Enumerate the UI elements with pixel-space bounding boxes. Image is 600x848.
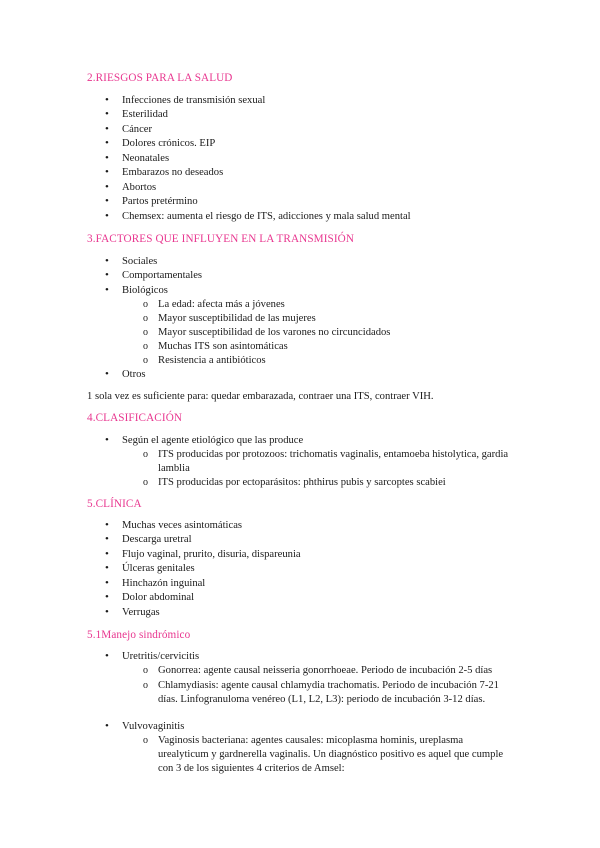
heading-factores: 3.FACTORES QUE INFLUYEN EN LA TRANSMISIÓN [87, 233, 355, 245]
list-item: • Muchas veces asintomáticas [122, 520, 242, 531]
sub-list-item: o Mayor susceptibilidad de los varones no circuncidados [158, 326, 390, 340]
sub-list-item: o Muchas ITS son asintomáticas [158, 340, 288, 354]
list-item: • Chemsex: aumenta el riesgo de ITS, adicciones y mala salud mental [122, 211, 411, 222]
sub-list-item: o La edad: afecta más a jóvenes [158, 298, 285, 312]
list-item: • Comportamentales [122, 270, 202, 281]
heading-riesgos: 2.RIESGOS PARA LA SALUD [87, 72, 233, 84]
sub-list-item: o ITS producidas por protozoos: trichomatis vaginalis, entamoeba histolytica, gardia lamblia [158, 448, 510, 476]
list-item: • Biológicos [122, 285, 168, 296]
sub-list-item: o Chlamydiasis: agente causal chlamydia trachomatis. Periodo de incubación 7-21 días. Linfogranuloma venéreo (L1, L2, L3): periodo de incubación 3-12 días. [158, 679, 510, 707]
list-item: • Hinchazón inguinal [122, 578, 205, 589]
sub-list-item: o Vaginosis bacteriana: agentes causales: micoplasma hominis, ureplasma urealyticum y gardnerella vaginalis. Un diagnóstico positivo es aquel que cumple con 3 de los siguientes 4 criterios de Amsel: [158, 734, 510, 776]
heading-clinica: 5.CLÍNICA [87, 498, 142, 510]
list-item: • Dolor abdominal [122, 592, 194, 603]
list-item: • Dolores crónicos. EIP [122, 138, 215, 149]
list-item: • Verrugas [122, 607, 160, 618]
list-item: • Descarga uretral [122, 534, 192, 545]
list-item: • Abortos [122, 182, 156, 193]
sub-list-item: o Mayor susceptibilidad de las mujeres [158, 312, 316, 326]
list-item: • Otros [122, 369, 146, 380]
list-item: • Uretritis/cervicitis [122, 651, 199, 662]
list-item: • Sociales [122, 256, 157, 267]
sub-list-item: o ITS producidas por ectoparásitos: phthirus pubis y sarcoptes scabiei [158, 476, 446, 490]
paragraph-note: 1 sola vez es suficiente para: quedar embarazada, contraer una ITS, contraer VIH. [87, 391, 434, 402]
list-item: • Embarazos no deseados [122, 167, 223, 178]
heading-manejo: 5.1Manejo sindrómico [87, 629, 191, 641]
list-item: • Infecciones de transmisión sexual [122, 95, 265, 106]
list-item: • Neonatales [122, 153, 169, 164]
heading-clasificacion: 4.CLASIFICACIÓN [87, 412, 183, 424]
list-item: • Úlceras genitales [122, 563, 195, 574]
list-item: • Cáncer [122, 124, 152, 135]
list-item: • Flujo vaginal, prurito, disuria, dispareunia [122, 549, 301, 560]
list-item: • Según el agente etiológico que las produce [122, 435, 303, 446]
list-item: • Esterilidad [122, 109, 168, 120]
sub-list-item: o Gonorrea: agente causal neisseria gonorrhoeae. Periodo de incubación 2-5 días [158, 664, 492, 678]
list-item: • Partos pretérmino [122, 196, 198, 207]
list-item: • Vulvovaginitis [122, 721, 184, 732]
sub-list-item: o Resistencia a antibióticos [158, 354, 266, 368]
